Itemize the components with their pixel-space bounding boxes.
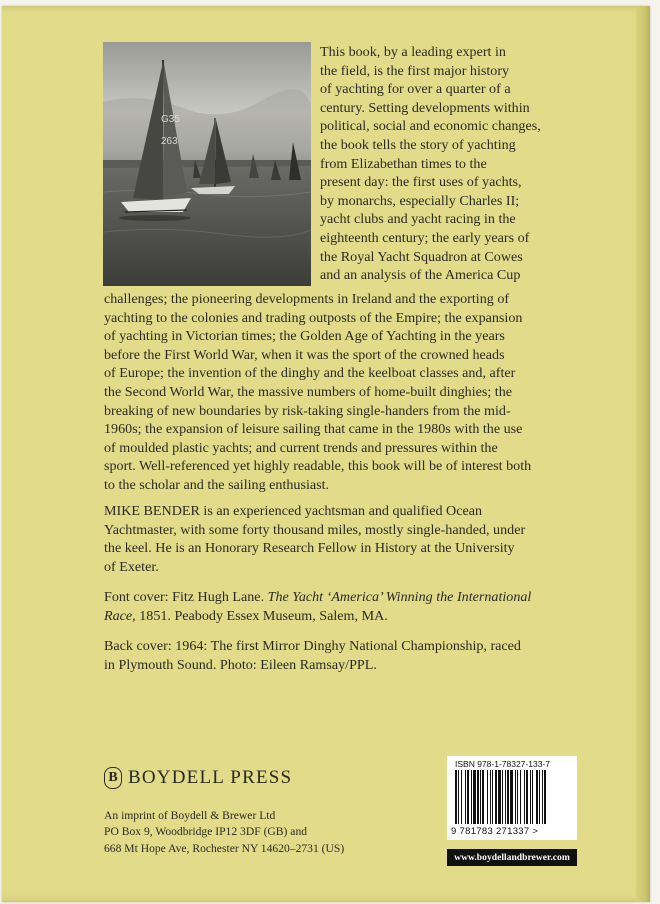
cover-edge xyxy=(636,6,650,902)
description-line: sport. Well-referenced yet highly readable, this book will be of interest both xyxy=(104,458,532,475)
barcode-bar xyxy=(490,770,491,824)
barcode-bar xyxy=(544,770,546,824)
description-line: challenges; the pioneering developments in Ireland and the exporting of xyxy=(104,291,510,307)
publisher-logo xyxy=(104,767,292,789)
barcode-digits: 9 781783 271337 > xyxy=(451,826,539,837)
description-line: present day: the first uses of yachts, xyxy=(320,174,522,191)
barcode-bar xyxy=(532,770,533,824)
description-line: eighteenth century; the early years of xyxy=(320,229,530,246)
barcode xyxy=(447,756,577,840)
barcode-bar xyxy=(467,770,469,824)
description-line: This book, by a leading expert in xyxy=(320,44,506,60)
barcode-bar xyxy=(498,770,501,824)
barcode-bar xyxy=(471,770,472,824)
barcode-bar xyxy=(515,770,516,824)
author-bio xyxy=(104,502,550,576)
front-cover-credit xyxy=(104,588,550,625)
description-line: of yachting in Victorian times; the Golden Age of Yachting in the years xyxy=(104,328,505,345)
barcode-bar xyxy=(530,770,531,824)
description-line: century. Setting developments within xyxy=(320,99,530,116)
barcode-bar xyxy=(482,770,484,824)
barcode-bar xyxy=(480,770,481,824)
imprint-line: PO Box 9, Woodbridge IP12 3DF (GB) and xyxy=(104,825,308,839)
sail-number-1: G35 xyxy=(161,114,180,125)
description-line: political, social and economic changes, xyxy=(320,118,541,135)
front-credit-suffix: , 1851. Peabody Essex Museum, Salem, MA. xyxy=(132,607,388,624)
sail-number-2: 263 xyxy=(161,136,178,147)
description-line: of Europe; the invention of the dinghy and the keelboat classes and, after xyxy=(104,365,516,382)
barcode-bar xyxy=(465,770,466,824)
description-line: before the First World War, when it was the sport of the crowned heads xyxy=(104,346,505,363)
author-bio-line: Yachtmaster, with some forty thousand miles, mostly single-handed, under xyxy=(104,521,526,538)
description-line: yachting to the colonies and trading outposts of the Empire; the expansion xyxy=(104,309,523,326)
front-credit-line-1 xyxy=(104,588,550,607)
barcode-bar xyxy=(458,770,459,824)
barcode-bar xyxy=(495,770,497,824)
barcode-bar xyxy=(539,770,540,824)
barcode-bar xyxy=(520,770,521,824)
barcode-bar xyxy=(536,770,538,824)
barcode-bar xyxy=(473,770,476,824)
front-credit-prefix: Font cover: Fitz Hugh Lane. xyxy=(104,589,268,605)
barcode-bar xyxy=(477,770,479,824)
barcode-bar xyxy=(526,770,528,824)
description-line: to the scholar and the sailing enthusiast. xyxy=(104,476,330,493)
barcode-bar xyxy=(455,770,457,824)
barcode-bars xyxy=(453,770,571,826)
description-line: the Second World War, the massive numbers of home-built dinghies; the xyxy=(104,383,513,400)
barcode-bar xyxy=(505,770,506,824)
author-bio-line: MIKE BENDER is an experienced yachtsman and qualified Ocean xyxy=(104,503,483,519)
publisher-name: BOYDELL PRESS xyxy=(128,767,293,788)
back-credit-line: in Plymouth Sound. Photo: Eileen Ramsay/PPL. xyxy=(104,656,377,673)
description-line: 1960s; the expansion of leisure sailing that came in the 1980s with the use xyxy=(104,421,523,438)
barcode-bar xyxy=(461,770,462,824)
isbn-number: ISBN 978-1-78327-133-7 xyxy=(455,759,550,769)
author-bio-line: of Exeter. xyxy=(104,558,159,575)
back-cover-credit xyxy=(104,637,550,674)
description-line: the field, is the first major history xyxy=(320,62,510,79)
barcode-bar xyxy=(502,770,503,824)
description-line: from Elizabethan times to the xyxy=(320,155,487,172)
description-line: by monarchs, especially Charles II; xyxy=(320,192,520,209)
description-full-width xyxy=(104,290,550,495)
description-line: and an analysis of the America Cup xyxy=(320,267,521,284)
description-line: of moulded plastic yachts; and current trends and pressures within the xyxy=(104,439,498,456)
sailing-dinghies-photo xyxy=(103,42,311,286)
description-line: the book tells the story of yachting xyxy=(320,136,516,153)
barcode-bar xyxy=(487,770,488,824)
back-credit-line: Back cover: 1964: The first Mirror Dinghy National Championship, raced xyxy=(104,638,521,654)
author-bio-line: the keel. He is an Honorary Research Fellow in History at the University xyxy=(104,540,515,557)
description-line: breaking of new boundaries by risk-taking single-handers from the mid- xyxy=(104,402,511,419)
painting-title: The Yacht ‘America’ Winning the International xyxy=(267,589,532,605)
barcode-bar xyxy=(524,770,525,824)
description-line: the Royal Yacht Squadron at Cowes xyxy=(320,248,523,265)
description-line: of yachting for over a quarter of a xyxy=(320,81,511,98)
barcode-bar xyxy=(517,770,518,824)
painting-title-cont: Race xyxy=(104,607,133,624)
imprint-line: 668 Mt Hope Ave, Rochester NY 14620–2731 (US) xyxy=(104,841,345,855)
front-credit-line-2 xyxy=(104,607,550,626)
description-line: yacht clubs and yacht racing in the xyxy=(320,211,516,228)
imprint-line: An imprint of Boydell & Brewer Ltd xyxy=(104,809,276,822)
barcode-bar xyxy=(492,770,493,824)
publisher-website: www.boydellandbrewer.com xyxy=(447,849,577,866)
barcode-bar xyxy=(542,770,543,824)
barcode-bar xyxy=(507,770,509,824)
barcode-bar xyxy=(510,770,513,824)
description-right-column xyxy=(320,43,552,285)
publisher-imprint xyxy=(104,808,404,857)
publisher-logo-icon: B xyxy=(104,767,122,789)
